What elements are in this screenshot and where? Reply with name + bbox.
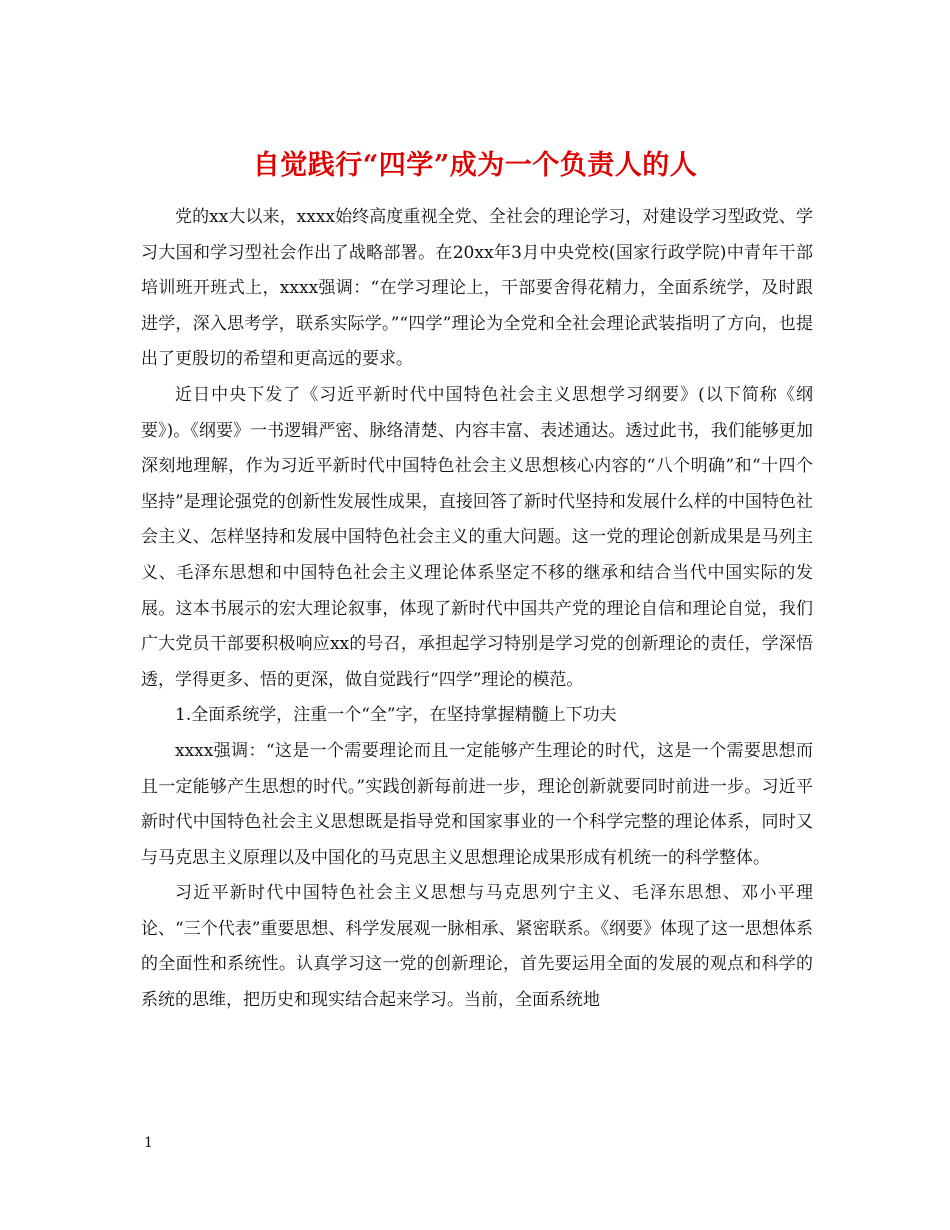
- paragraph-section-1-b: 习近平新时代中国特色社会主义思想与马克思列宁主义、毛泽东思想、邓小平理论、“三个代表”重要思想、科学发展观一脉相承、紧密联系。《纲要》体现了这一思想体系的全面性和系统性。认真学习这一党的创新理论，首先要运用全面的发展的观点和科学的系统的思维，把历史和现实结合起来学习。当前，全面系统地: [141, 883, 813, 1011]
- document-title: 自觉践行“四学”成为一个负责人的人: [252, 150, 698, 182]
- paragraph-intro: 党的xx大以来，xxxx始终高度重视全党、全社会的理论学习，对建设学习型政党、学习大国和学习型社会作出了战略部署。在20xx年3月中央党校(国家行政学院)中青年干部培训班开班式上，xxxx强调：“在学习理论上，干部要舍得花精力，全面系统学，及时跟进学，深入思考学，联系实际学。”“四学”理论为全党和全社会理论武装指明了方向，也提出了更殷切的希望和更高远的要求。: [141, 207, 813, 370]
- paragraph-outline: 近日中央下发了《习近平新时代中国特色社会主义思想学习纲要》(以下简称《纲要》)。《纲要》一书逻辑严密、脉络清楚、内容丰富、表述通达。透过此书，我们能够更加深刻地理解，作为习近平新时代中国特色社会主义思想核心内容的“八个明确”和“十四个坚持”是理论强党的创新性发展性成果，直接回答了新时代坚持和发展什么样的中国特色社会主义、怎样坚持和发展中国特色社会主义的重大问题。这一党的理论创新成果是马列主义、毛泽东思想和中国特色社会主义理论体系坚定不移的继承和结合当代中国实际的发展。这本书展示的宏大理论叙事，体现了新时代中国共产党的理论自信和理论自觉，我们广大党员干部要积极响应xx的号召，承担起学习特别是学习党的创新理论的责任，学深悟透，学得更多、悟的更深，做自觉践行“四学”理论的模范。: [141, 384, 813, 690]
- section-heading-1: 1.全面系统学，注重一个“全”字，在坚持掌握精髓上下功夫: [175, 705, 617, 726]
- paragraph-section-1-a: xxxx强调：“这是一个需要理论而且一定能够产生理论的时代，这是一个需要思想而且一定能够产生思想的时代。”实践创新每前进一步，理论创新就要同时前进一步。习近平新时代中国特色社会主义思想既是指导党和国家事业的一个科学完整的理论体系，同时又与马克思主义原理以及中国化的马克思主义思想理论成果形成有机统一的科学整体。: [141, 740, 813, 868]
- page-number: 1: [144, 1135, 153, 1151]
- document-body: [141, 200, 813, 1019]
